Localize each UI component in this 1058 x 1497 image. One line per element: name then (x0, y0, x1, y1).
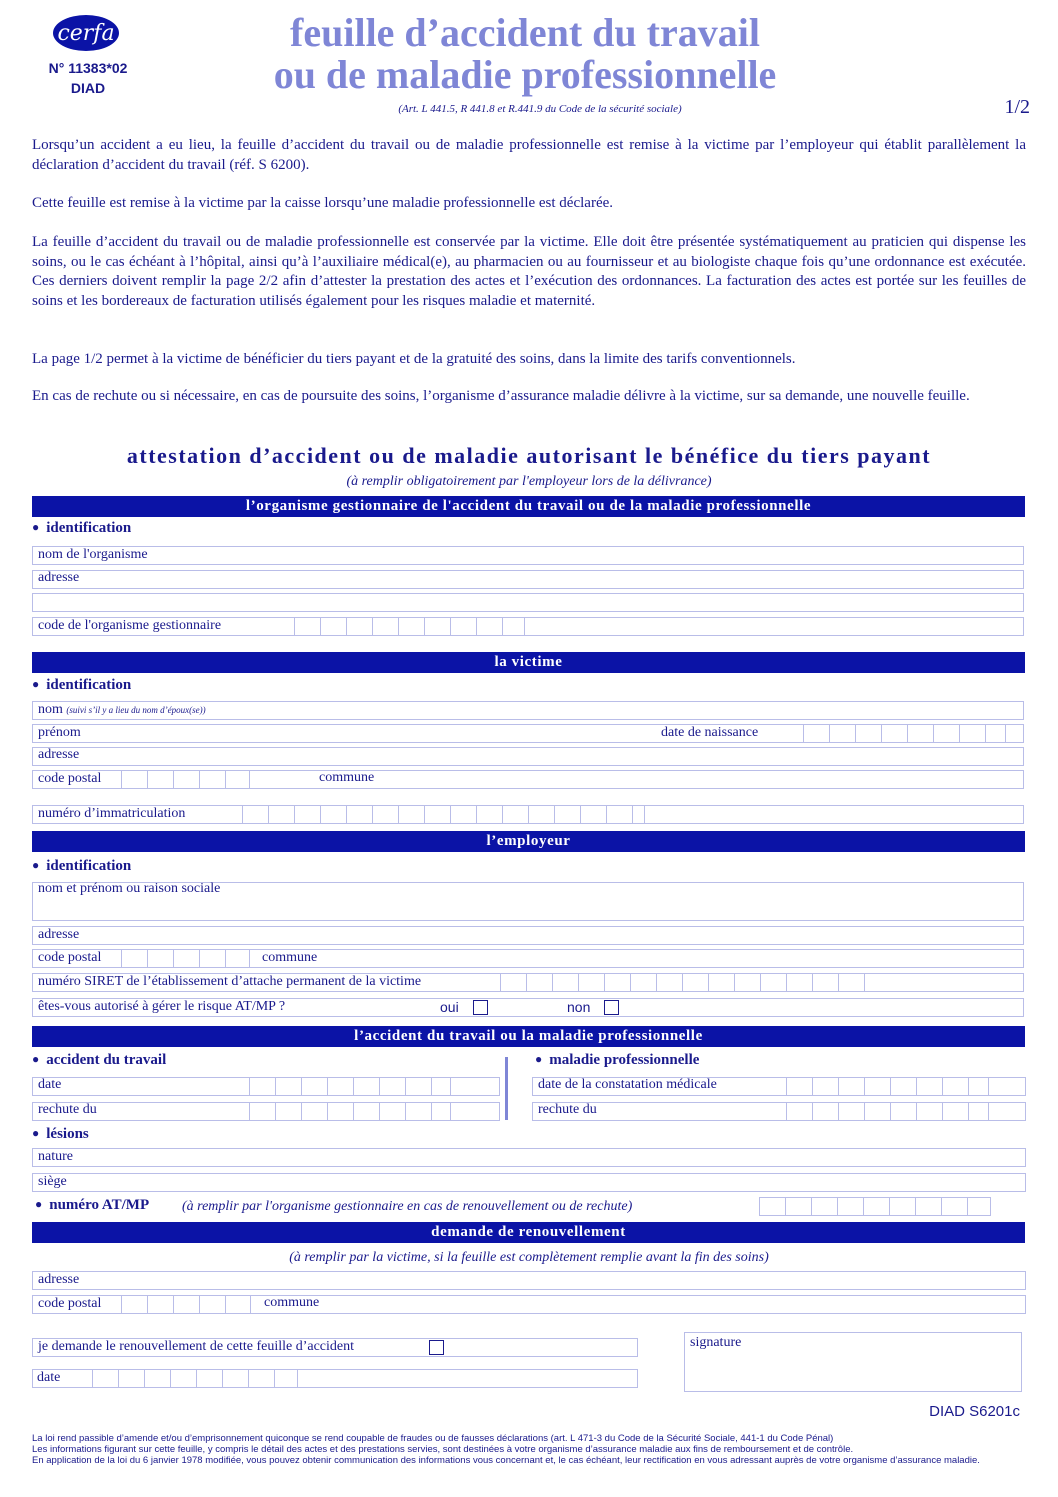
victime-band: la victime (32, 652, 1025, 673)
employeur-adresse-label: adresse (38, 927, 80, 942)
victime-prenom-label: prénom (38, 725, 81, 740)
form-number-block (38, 58, 138, 98)
organisme-nom-field[interactable] (32, 546, 1024, 565)
renouvellement-demande-checkbox[interactable] (429, 1340, 444, 1355)
employeur-non-label: non (567, 999, 591, 1015)
at-rechute-cells[interactable] (249, 1102, 451, 1121)
form-reference: DIAD S6201c (929, 1403, 1020, 1420)
employeur-identification-heading: ● identification (32, 858, 131, 875)
legal-footer-line-3: En application de la loi du 6 janvier 1978 modifiée, vous pouvez obtenir communication des informations vous concernant et, le cas échéant, leur rectification en vous adressant auprès de votre organisme d’assurance maladie. (32, 1455, 980, 1466)
numero-atmp-note: (à remplir par l'organisme gestionnaire en cas de renouvellement ou de rechute) (182, 1199, 633, 1214)
at-date-cells[interactable] (249, 1077, 451, 1096)
title-line-1: feuille d’accident du travail (290, 10, 760, 55)
renouvellement-band: demande de renouvellement (32, 1222, 1025, 1243)
renouvellement-date-label: date (37, 1370, 61, 1385)
intro-paragraph-4: La page 1/2 permet à la victime de bénéficier du tiers payant et de la gratuité des soins, dans la limite des tarifs conventionnels. (32, 351, 796, 367)
organisme-code-cells[interactable] (294, 617, 525, 636)
renouvellement-subtitle: (à remplir par la victime, si la feuille est complètement remplie avant la fin des soins) (289, 1250, 769, 1265)
employeur-band: l’employeur (32, 831, 1025, 852)
employeur-non-checkbox[interactable] (604, 1000, 619, 1015)
victime-immatriculation-label: numéro d’immatriculation (38, 806, 186, 821)
form-number: N° 11383*02 (48, 60, 128, 76)
victime-identification-heading: ● identification (32, 677, 131, 694)
cerfa-logo-text: cerfa (57, 20, 115, 46)
renouvellement-demande-label: je demande le renouvellement de cette feuille d’accident (38, 1339, 355, 1354)
employeur-oui-checkbox[interactable] (473, 1000, 488, 1015)
at-date-label: date (38, 1077, 62, 1092)
employeur-siret-label: numéro SIRET de l’établissement d’attache permanent de la victime (38, 974, 422, 989)
legal-footer-line-1: La loi rend passible d’amende et/ou d’emprisonnement quiconque se rend coupable de fraudes ou de fausses déclarations (art. L 471-3 du Code de la Sécurité Sociale, 441-1 du Code Pénal) (32, 1433, 834, 1444)
victime-code-postal-cells[interactable] (121, 770, 250, 789)
mp-date-label: date de la constatation médicale (538, 1077, 717, 1092)
lesions-nature-field[interactable] (32, 1148, 1026, 1167)
form-code: DIAD (70, 80, 106, 96)
lesions-heading: ● lésions (32, 1126, 89, 1143)
victime-date-naissance-cells[interactable] (803, 724, 1006, 743)
employeur-code-postal-cells[interactable] (121, 949, 250, 968)
accident-band: l’accident du travail ou la maladie professionnelle (32, 1026, 1025, 1047)
victime-nom-text: nom (38, 702, 63, 717)
renouvellement-code-postal-cells[interactable] (121, 1295, 251, 1314)
intro-paragraph-2: Cette feuille est remise à la victime par la caisse lorsqu’une maladie professionnelle est déclarée. (32, 195, 614, 211)
victime-adresse-field[interactable] (32, 747, 1024, 766)
legal-reference: (Art. L 441.5, R 441.8 et R.441.9 du Code de la sécurité sociale) (398, 103, 682, 115)
organisme-identification-heading: ● identification (32, 520, 131, 537)
lesions-siege-label: siège (38, 1174, 67, 1189)
intro-paragraph-3: La feuille d’accident du travail ou de maladie professionnelle est conservée par la victime. Elle doit être présentée systématiquement au praticien qui dispense les soins, ou le cas échéant à l’hôpital, ainsi qu’à l’auxiliaire médical(e), au pharmacien ou au fournisseur et au biologiste chaque fois qu’une ordonnance est exécutée. Ces derniers doivent remplir la page 2/2 afin d’attester la prestation des actes et l’exécution des ordonnances. La facturation des actes est portée sur les feuilles de soins et les bordereaux de facturation utilisés également pour les risques maladie et maternité. (32, 234, 1026, 309)
victime-nom-label (38, 702, 206, 718)
cerfa-logo (52, 14, 120, 52)
accident-travail-heading: ● accident du travail (32, 1052, 166, 1069)
employeur-code-postal-label: code postal (38, 950, 102, 965)
employeur-adresse-field[interactable] (32, 926, 1024, 945)
legal-footer-line-2: Les informations figurant sur cette feuille, y compris le détail des actes et des prestations servies, sont destinées à votre organisme d’assurance maladie aux fins de remboursement et de contrôle. (32, 1444, 854, 1455)
renouvellement-code-postal-label: code postal (38, 1296, 102, 1311)
numero-atmp-cells[interactable] (759, 1197, 991, 1216)
mp-rechute-cells[interactable] (786, 1102, 989, 1121)
page-number: 1/2 (1004, 96, 1030, 118)
employeur-siret-cells[interactable] (500, 973, 865, 992)
accident-column-divider (505, 1057, 508, 1120)
employeur-nom-label: nom et prénom ou raison sociale (38, 881, 221, 896)
organisme-adresse-label: adresse (38, 570, 80, 585)
organisme-nom-label: nom de l'organisme (38, 547, 148, 562)
intro-paragraph-1: Lorsqu’un accident a eu lieu, la feuille d’accident du travail ou de maladie professionnelle est remise à la victime par l’employeur qui établit parallèlement la déclaration d’accident du travail (réf. S 6200). (32, 137, 1026, 173)
employeur-autorise-label: êtes-vous autorisé à gérer le risque AT/MP ? (38, 999, 286, 1014)
organisme-adresse-field[interactable] (32, 570, 1024, 589)
renouvellement-commune-label: commune (264, 1295, 320, 1310)
page-title (200, 12, 850, 96)
attestation-title: attestation d’accident ou de maladie autorisant le bénéfice du tiers payant (126, 443, 932, 468)
mp-date-cells[interactable] (786, 1077, 989, 1096)
victime-immatriculation-cells[interactable] (242, 805, 645, 824)
numero-atmp-heading: ● numéro AT/MP (35, 1197, 149, 1214)
employeur-oui-label: oui (440, 999, 459, 1015)
organisme-code-label: code de l'organisme gestionnaire (38, 618, 222, 633)
legal-footer (32, 1433, 1026, 1466)
organisme-adresse-line2-field[interactable] (32, 593, 1024, 612)
mp-rechute-label: rechute du (538, 1102, 597, 1117)
victime-adresse-label: adresse (38, 747, 80, 762)
renouvellement-date-cells[interactable] (92, 1369, 298, 1388)
maladie-professionnelle-heading: ● maladie professionnelle (535, 1052, 699, 1069)
attestation-subtitle: (à remplir obligatoirement par l'employeur lors de la délivrance) (346, 474, 712, 489)
victime-commune-label: commune (319, 770, 375, 785)
renouvellement-adresse-label: adresse (38, 1272, 80, 1287)
intro-paragraph-5: En cas de rechute ou si nécessaire, en cas de poursuite des soins, l’organisme d’assurance maladie délivre à la victime, sur sa demande, une nouvelle feuille. (32, 388, 970, 404)
renouvellement-adresse-field[interactable] (32, 1271, 1026, 1290)
title-line-2: ou de maladie professionnelle (273, 52, 777, 97)
lesions-siege-field[interactable] (32, 1173, 1026, 1192)
victime-date-naissance-label: date de naissance (661, 725, 759, 740)
signature-label: signature (690, 1335, 742, 1350)
lesions-nature-label: nature (38, 1149, 73, 1164)
employeur-commune-label: commune (262, 950, 318, 965)
victime-code-postal-label: code postal (38, 771, 102, 786)
organisme-band: l’organisme gestionnaire de l'accident du travail ou de la maladie professionnelle (32, 496, 1025, 517)
victime-nom-note: (suivi s’il y a lieu du nom d’époux(se)) (66, 705, 206, 715)
at-rechute-label: rechute du (38, 1102, 97, 1117)
